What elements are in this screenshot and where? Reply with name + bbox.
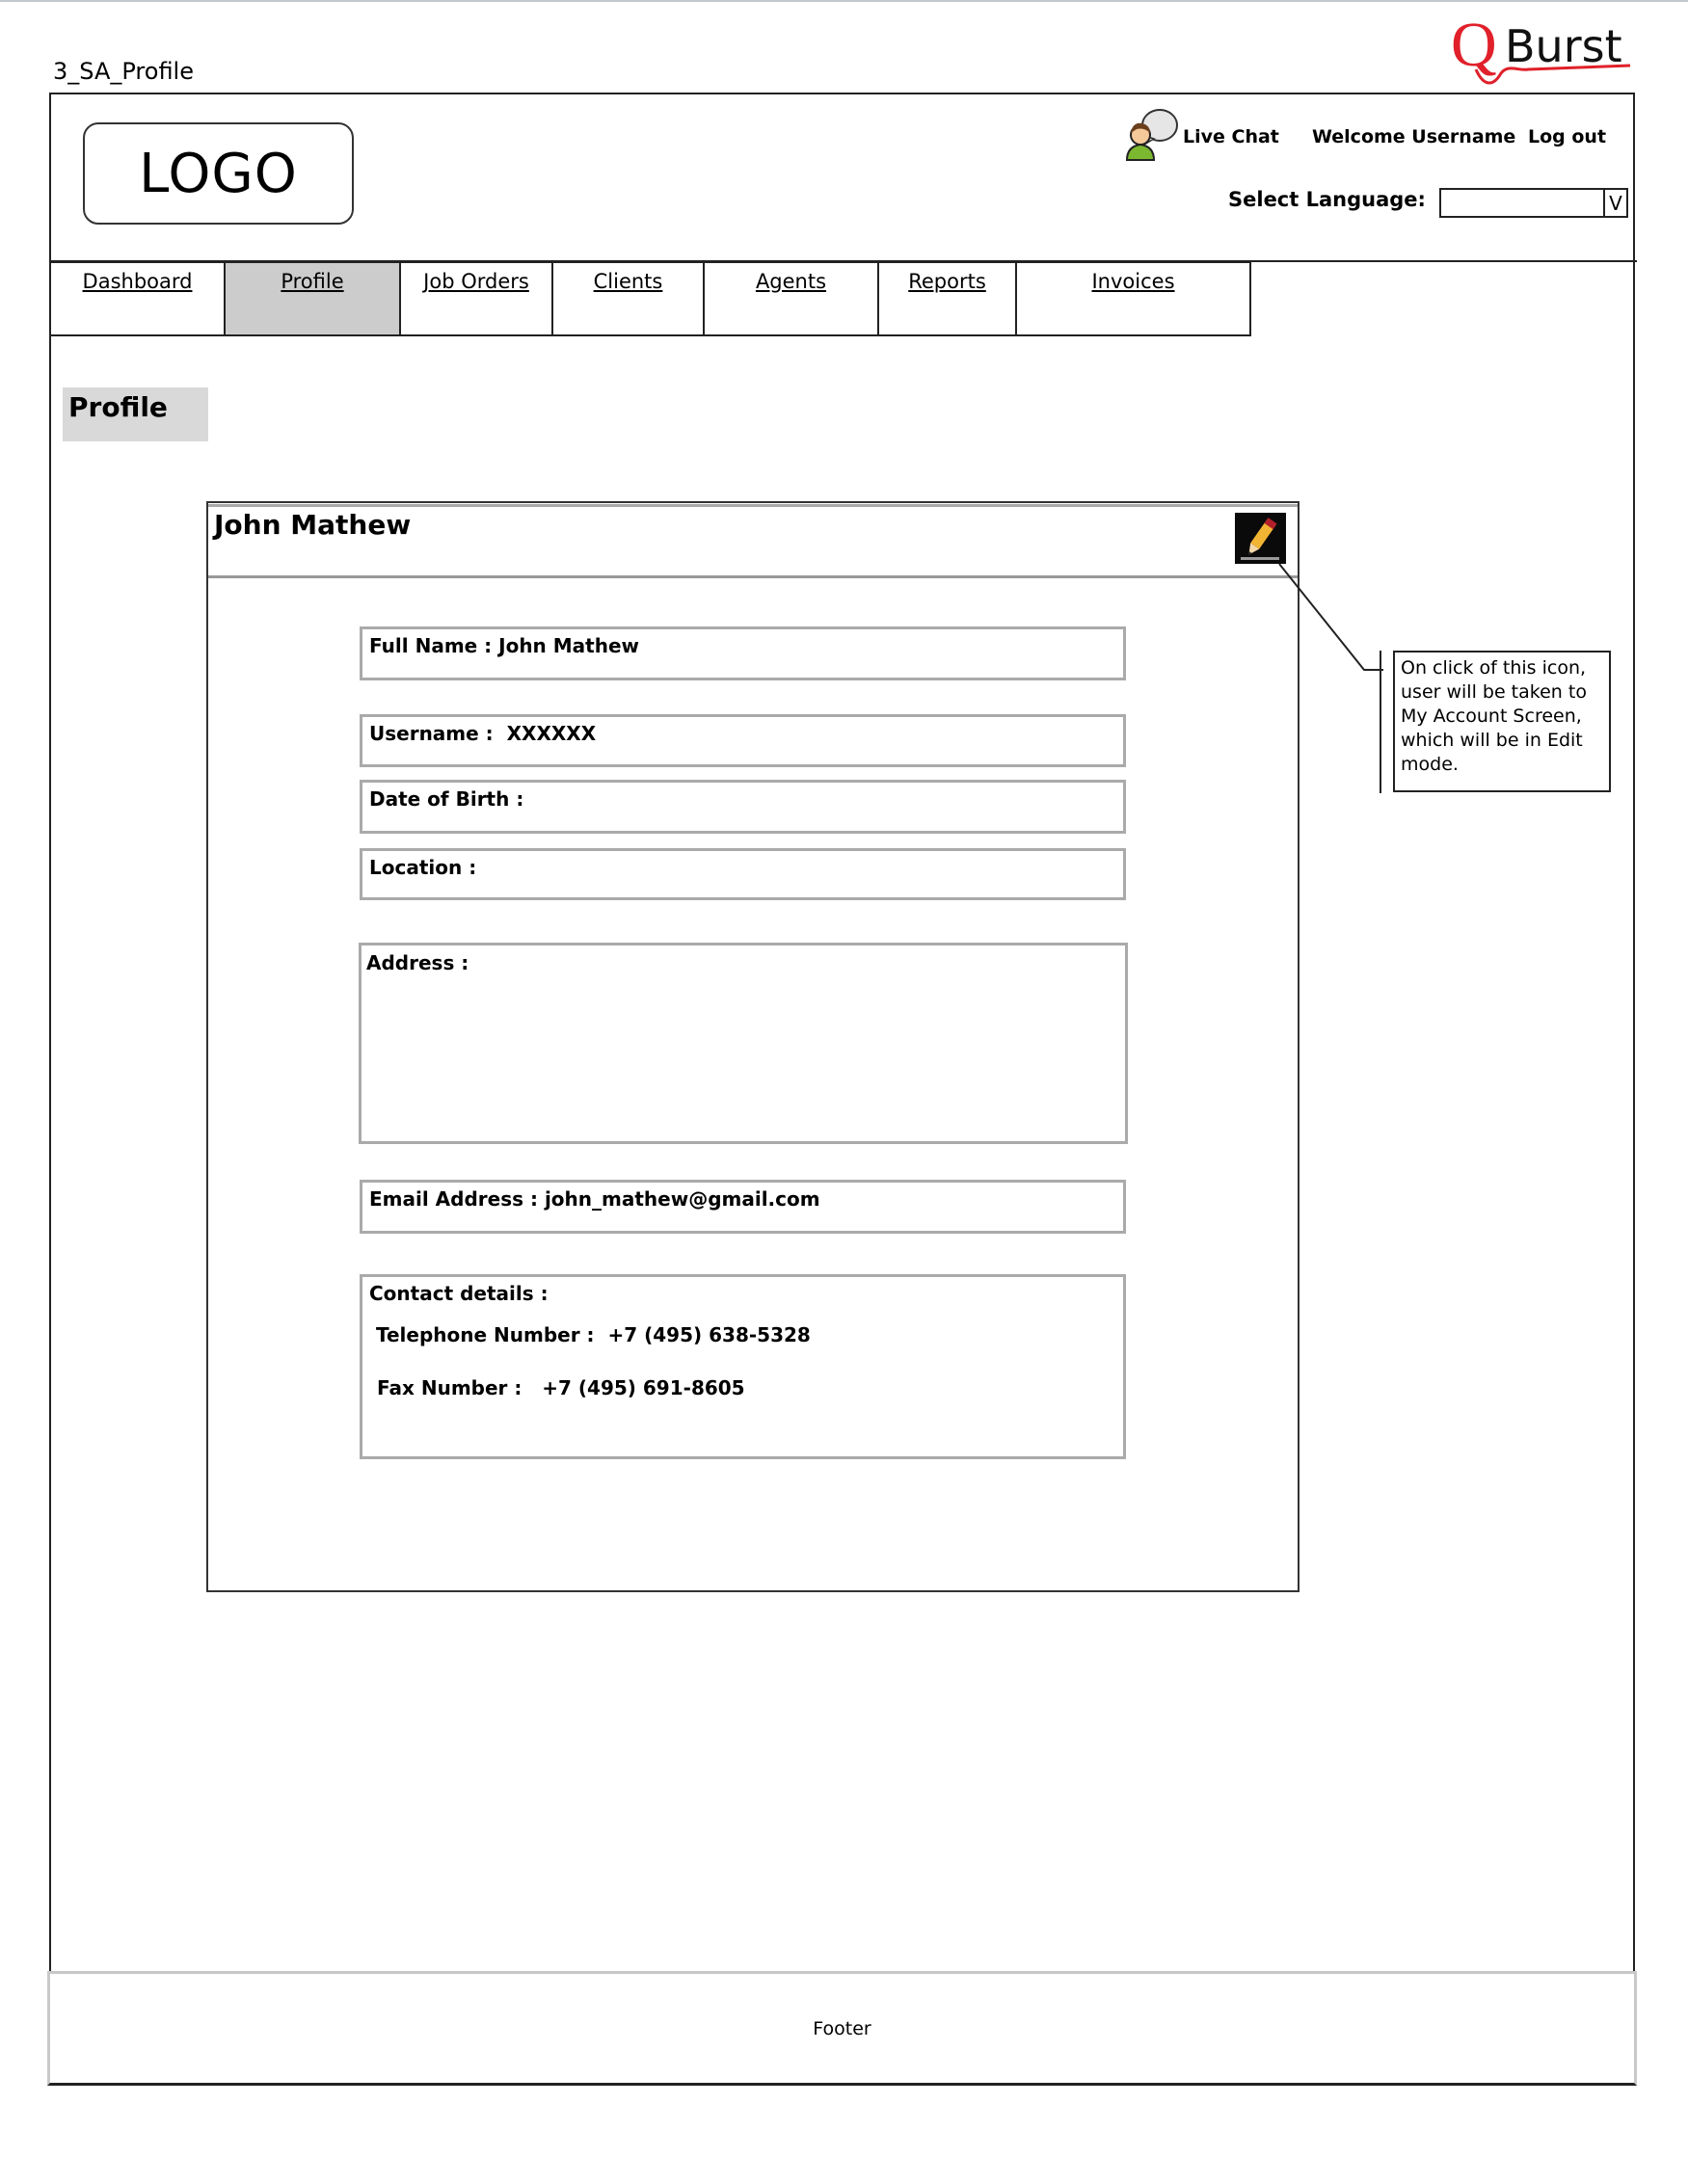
tab-job-orders[interactable]: Job Orders [401,261,553,336]
email-field [360,1180,1126,1234]
full-name-field [360,626,1126,680]
dob-text: Date of Birth : [369,787,524,811]
contact-heading: Contact details : [369,1282,549,1305]
live-chat-link[interactable]: Live Chat [1183,126,1279,147]
tab-profile[interactable]: Profile [226,261,401,336]
logo-text: LOGO [139,142,298,205]
qburst-logo-text: Burst [1505,20,1622,72]
language-label: Select Language: [1228,188,1426,211]
footer [47,1971,1637,2086]
top-border [0,0,1688,2]
contact-details-box [360,1274,1126,1459]
live-chat-icon[interactable] [1123,108,1181,162]
section-title: Profile [63,387,208,441]
tab-invoices[interactable]: Invoices [1017,261,1251,336]
language-select[interactable] [1439,188,1628,218]
welcome-username: Welcome Username [1312,126,1516,147]
page-label: 3_SA_Profile [53,58,194,85]
edit-pencil-icon[interactable] [1235,513,1286,564]
email-text: Email Address : john_mathew@gmail.com [369,1187,820,1211]
address-text: Address : [366,951,469,974]
qburst-logo [1451,10,1634,89]
main-nav [49,261,1251,336]
location-field [360,848,1126,900]
dob-field [360,780,1126,834]
dropdown-arrow-icon[interactable]: V [1603,190,1626,216]
profile-name: John Mathew [214,509,412,541]
tab-dashboard[interactable]: Dashboard [49,261,226,336]
logout-link[interactable]: Log out [1528,126,1607,147]
qburst-logo-q: Q [1451,10,1497,80]
site-logo[interactable] [83,122,354,225]
annotation-note: On click of this icon, user will be taken to My Account Screen, which will be in Edit mode. [1393,651,1611,792]
address-field [359,943,1128,1144]
username-text: Username : XXXXXX [369,722,597,745]
annotation-bracket [1380,651,1381,793]
full-name-text: Full Name : John Mathew [369,634,639,657]
tab-clients[interactable]: Clients [553,261,705,336]
location-text: Location : [369,856,477,879]
footer-text: Footer [813,2017,871,2039]
username-field [360,714,1126,767]
tab-reports[interactable]: Reports [879,261,1017,336]
fax-text: Fax Number : +7 (495) 691-8605 [377,1376,745,1399]
telephone-text: Telephone Number : +7 (495) 638-5328 [376,1323,811,1346]
tab-agents[interactable]: Agents [705,261,879,336]
